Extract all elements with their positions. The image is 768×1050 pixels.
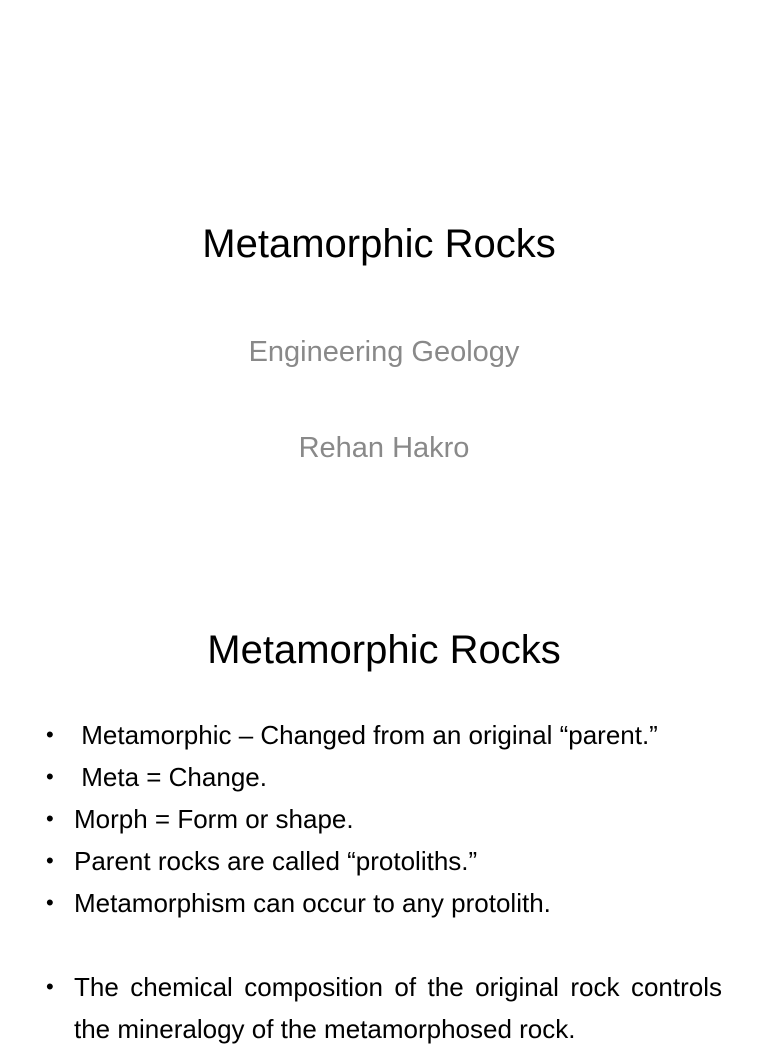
list-item xyxy=(46,882,722,924)
bullet-icon: • xyxy=(46,806,54,831)
bullet-text: Morph = Form or shape. xyxy=(74,804,354,834)
subtitle-course: Engineering Geology xyxy=(248,336,520,368)
list-item xyxy=(46,756,722,798)
subtitle-author: Rehan Hakro xyxy=(298,432,470,464)
list-item xyxy=(46,840,722,882)
bullet-icon: • xyxy=(46,722,54,747)
slide-heading: Metamorphic Rocks xyxy=(207,628,561,672)
bullet-text: Meta = Change. xyxy=(74,762,267,792)
content-slide xyxy=(0,576,768,1044)
list-item xyxy=(46,714,722,756)
bullet-icon: • xyxy=(46,974,54,999)
list-item xyxy=(46,798,722,840)
bullet-icon: • xyxy=(46,890,54,915)
slide-title: Metamorphic Rocks xyxy=(202,222,556,266)
bullet-text: Metamorphism can occur to any protolith. xyxy=(74,888,551,918)
bullet-text: The chemical composition of the original rock controls the mineralogy of the metamorphosed rock. xyxy=(74,972,722,1044)
bullet-icon: • xyxy=(46,764,54,789)
bullet-text: Metamorphic – Changed from an original “parent.” xyxy=(74,720,658,750)
list-item xyxy=(46,966,722,1050)
bullet-icon: • xyxy=(46,848,54,873)
bullet-list xyxy=(46,714,722,1050)
bullet-text: Parent rocks are called “protoliths.” xyxy=(74,846,478,876)
